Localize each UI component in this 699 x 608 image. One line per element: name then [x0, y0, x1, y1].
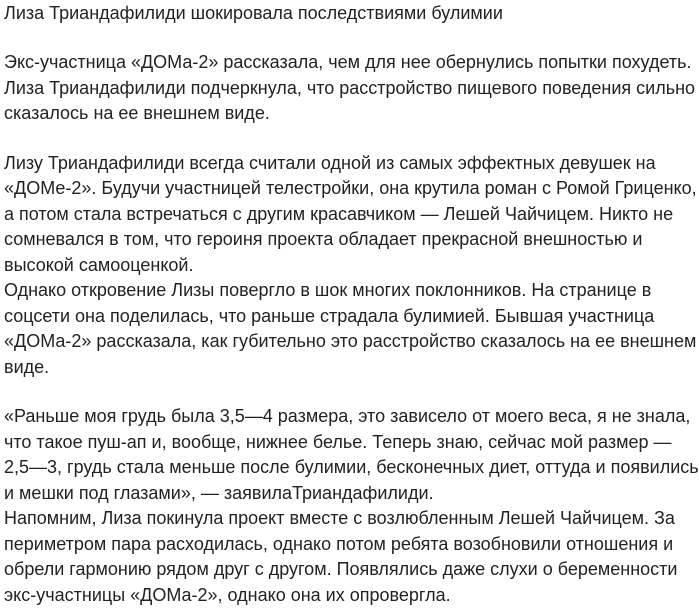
text-line: «ДОМа-2» рассказала, как губительно это расстройство сказалось на ее внешнем — [4, 329, 696, 355]
text-line: Однако откровение Лизы повергло в шок многих поклонников. На странице в — [4, 278, 696, 304]
text-line: Лизу Триандафилиди всегда считали одной из самых эффектных девушек на — [4, 151, 696, 177]
paragraph-gap — [4, 380, 696, 404]
paragraph-gap — [4, 127, 696, 151]
text-line: сказалось на ее внешнем виде. — [4, 101, 696, 127]
paragraph-gap — [4, 26, 696, 50]
text-line: периметром пара расходилась, однако потом ребята возобновили отношения и — [4, 532, 696, 558]
text-line: обрели гармонию рядом друг с другом. Появлялись даже слухи о беременности — [4, 557, 696, 583]
text-line: «ДОМе-2». Будучи участницей телестройки, она крутила роман с Ромой Гриценко, — [4, 176, 696, 202]
text-line: «Раньше моя грудь была 3,5—4 размера, это зависело от моего веса, я не знала, — [4, 404, 696, 430]
article-title: Лиза Триандафилиди шокировала последствиями булимии — [4, 0, 696, 26]
text-line: что такое пуш-ап и, вообще, нижнее белье. Теперь знаю, сейчас мой размер — — [4, 430, 696, 456]
text-line: Напомним, Лиза покинула проект вместе с возлюбленным Лешей Чайчицем. За — [4, 506, 696, 532]
text-line: соцсети она поделилась, что раньше страдала булимией. Бывшая участница — [4, 304, 696, 330]
text-line: сомневался в том, что героиня проекта обладает прекрасной внешностью и — [4, 227, 696, 253]
text-line: высокой самооценкой. — [4, 253, 696, 279]
text-line: экс-участницы «ДОМа-2», однако она их опровергла. — [4, 583, 696, 608]
text-line: и мешки под глазами», — заявилаТриандафилиди. — [4, 481, 696, 507]
text-line: виде. — [4, 355, 696, 381]
body-paragraph-3 — [4, 506, 696, 608]
lead-paragraph — [4, 50, 696, 127]
article — [4, 0, 696, 608]
body-paragraph-2 — [4, 278, 696, 380]
text-line: Экс-участница «ДОМа-2» рассказала, чем для нее обернулись попытки похудеть. — [4, 50, 696, 76]
text-line: Лиза Триандафилиди подчеркнула, что расстройство пищевого поведения сильно — [4, 76, 696, 102]
text-line: 2,5—3, грудь стала меньше после булимии, бесконечных диет, оттуда и появились — [4, 455, 696, 481]
quote-paragraph — [4, 404, 696, 506]
body-paragraph-1 — [4, 151, 696, 279]
text-line: а потом стала встречаться с другим красавчиком — Лешей Чайчицем. Никто не — [4, 202, 696, 228]
